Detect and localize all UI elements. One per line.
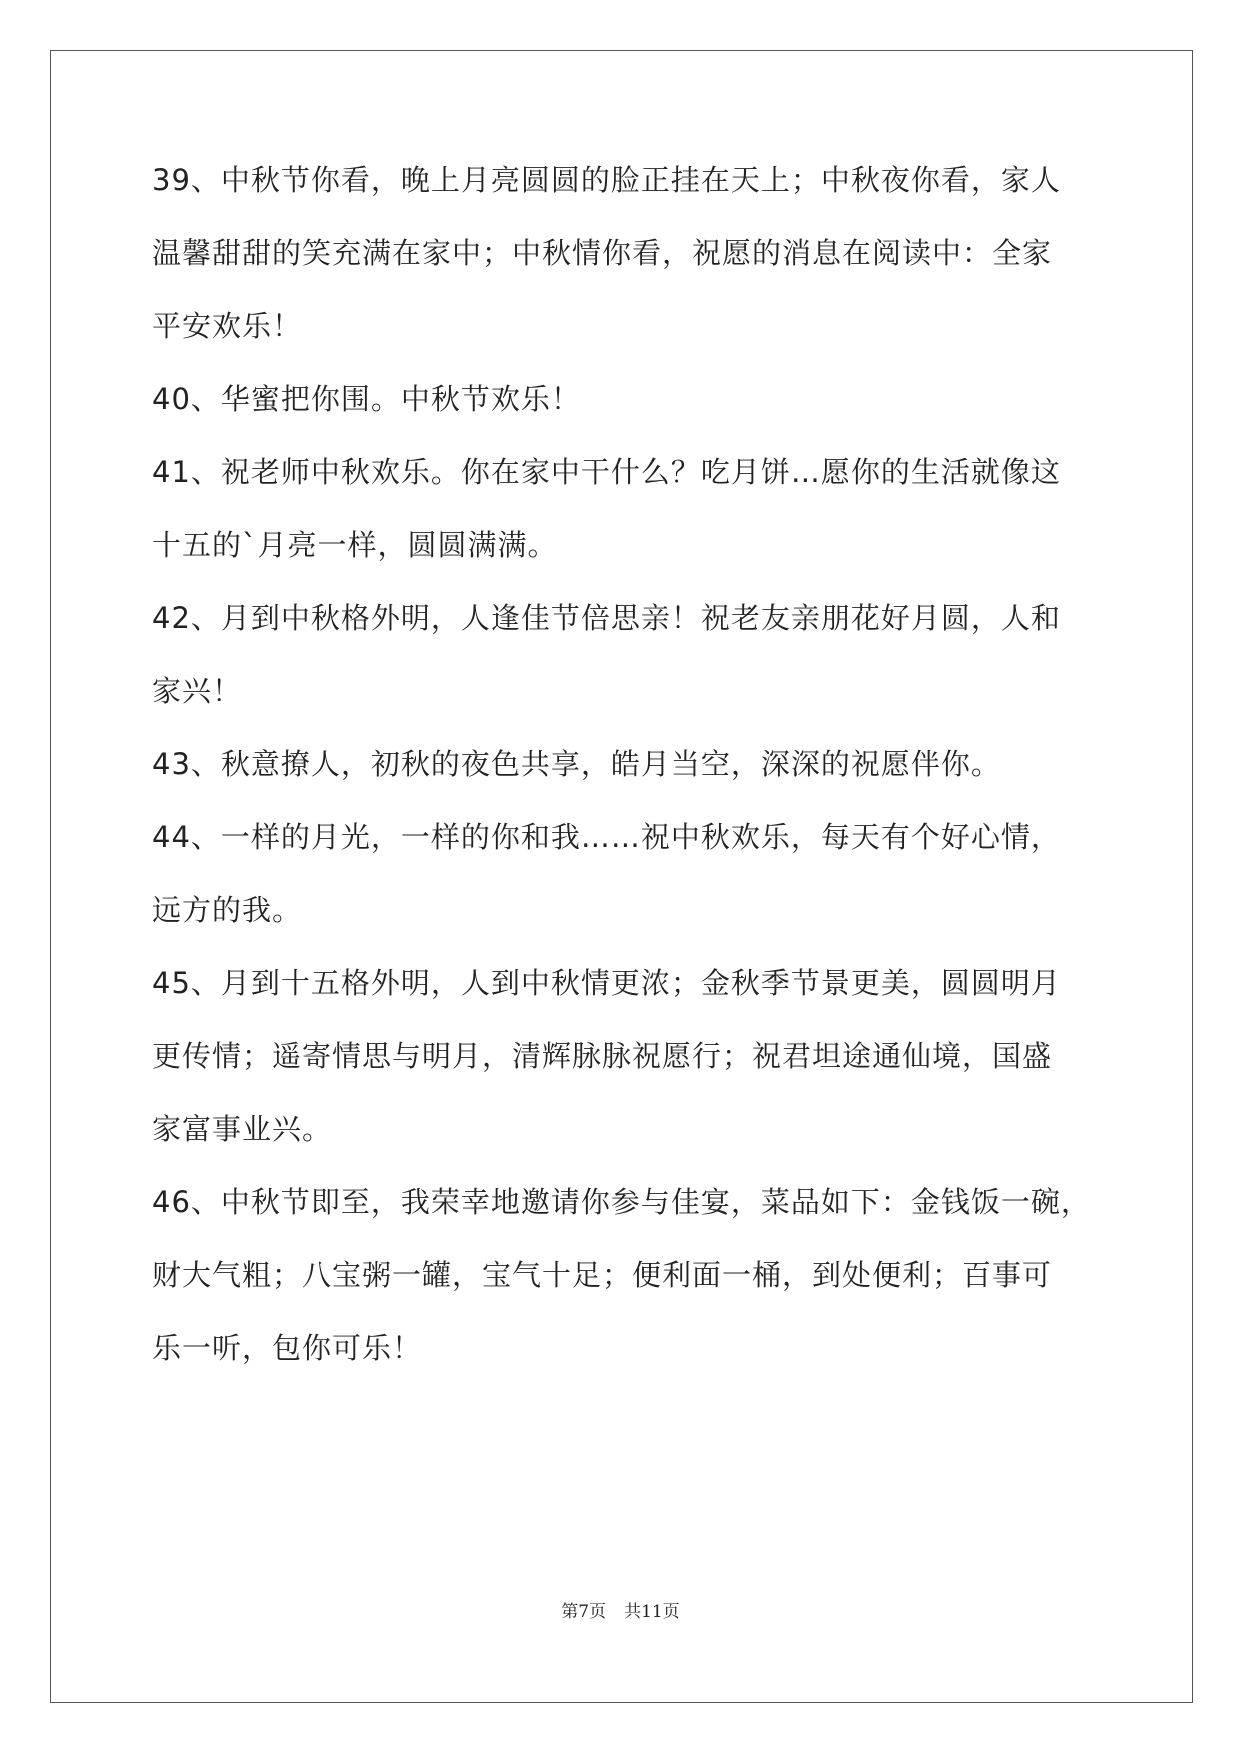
text-line: 温馨甜甜的笑充满在家中；中秋情你看，祝愿的消息在阅读中：全家 bbox=[152, 236, 1053, 270]
text-line: 45、月到十五格外明，人到中秋情更浓；金秋季节景更美，圆圆明月 bbox=[152, 966, 1061, 1000]
text-line: 家兴！ bbox=[152, 674, 243, 708]
text-line: 39、中秋节你看，晚上月亮圆圆的脸正挂在天上；中秋夜你看，家人 bbox=[152, 163, 1061, 197]
text-line: 42、月到中秋格外明，人逢佳节倍思亲！祝老友亲朋花好月圆，人和 bbox=[152, 601, 1061, 635]
text-line: 乐一听，包你可乐！ bbox=[152, 1331, 423, 1365]
text-line: 41、祝老师中秋欢乐。你在家中干什么？吃月饼…愿你的生活就像这 bbox=[152, 455, 1061, 489]
text-line: 财大气粗；八宝粥一罐，宝气十足；便利面一桶，到处便利；百事可 bbox=[152, 1258, 1053, 1292]
text-line: 十五的`月亮一样，圆圆满满。 bbox=[152, 528, 558, 562]
text-line: 家富事业兴。 bbox=[152, 1112, 333, 1146]
text-line: 44、一样的月光，一样的你和我……祝中秋欢乐，每天有个好心情， bbox=[152, 820, 1061, 854]
text-line: 43、秋意撩人，初秋的夜色共享，皓月当空，深深的祝愿伴你。 bbox=[152, 747, 1001, 781]
text-line: 平安欢乐！ bbox=[152, 309, 303, 343]
text-line: 40、华蜜把你围。中秋节欢乐！ bbox=[152, 382, 581, 416]
text-line: 更传情；遥寄情思与明月，清辉脉脉祝愿行；祝君坦途通仙境，国盛 bbox=[152, 1039, 1053, 1073]
page-footer bbox=[0, 1600, 1241, 1624]
page-total: 共11页 bbox=[624, 1602, 680, 1622]
text-line: 46、中秋节即至，我荣幸地邀请你参与佳宴，菜品如下：金钱饭一碗， bbox=[152, 1185, 1091, 1219]
page-number: 第7页 bbox=[561, 1602, 607, 1622]
page-frame bbox=[50, 50, 1193, 1703]
text-line: 远方的我。 bbox=[152, 893, 303, 927]
